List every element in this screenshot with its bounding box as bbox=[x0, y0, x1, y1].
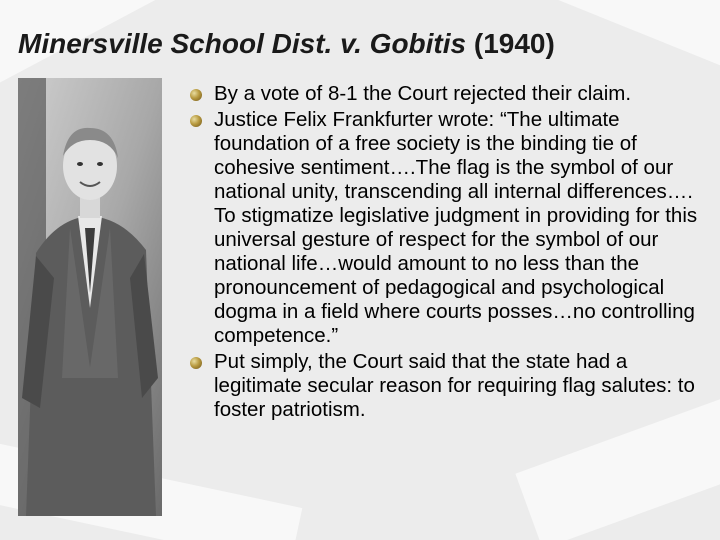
bullet-list bbox=[190, 82, 710, 424]
bullet-item bbox=[190, 82, 710, 106]
bullet-item bbox=[190, 108, 710, 348]
bullet-text: By a vote of 8-1 the Court rejected their claim. bbox=[214, 82, 632, 105]
bullet-icon bbox=[190, 357, 202, 369]
bullet-text: Put simply, the Court said that the state had a legitimate secular reason for requiring flag salutes: to foster patriotism. bbox=[214, 350, 695, 421]
title-year: (1940) bbox=[473, 28, 555, 59]
slide-title bbox=[18, 28, 555, 60]
title-case-name: Minersville School Dist. v. Gobitis bbox=[18, 28, 467, 59]
portrait-photo bbox=[18, 78, 162, 516]
bullet-text: Justice Felix Frankfurter wrote: “The ultimate foundation of a free society is the binding tie of cohesive sentiment….The flag is the symbol of our national unity, transcending all internal differences…. To stigmatize legislative judgment in providing for this universal gesture of respect for the symbol of our national life…would amount to no less than the pronouncement of pedagogical and psychological dogma in a field where courts posses…no controlling competence.” bbox=[214, 108, 698, 347]
bullet-item bbox=[190, 350, 710, 422]
bullet-icon bbox=[190, 115, 202, 127]
bullet-icon bbox=[190, 89, 202, 101]
portrait-photo-icon bbox=[18, 78, 162, 516]
